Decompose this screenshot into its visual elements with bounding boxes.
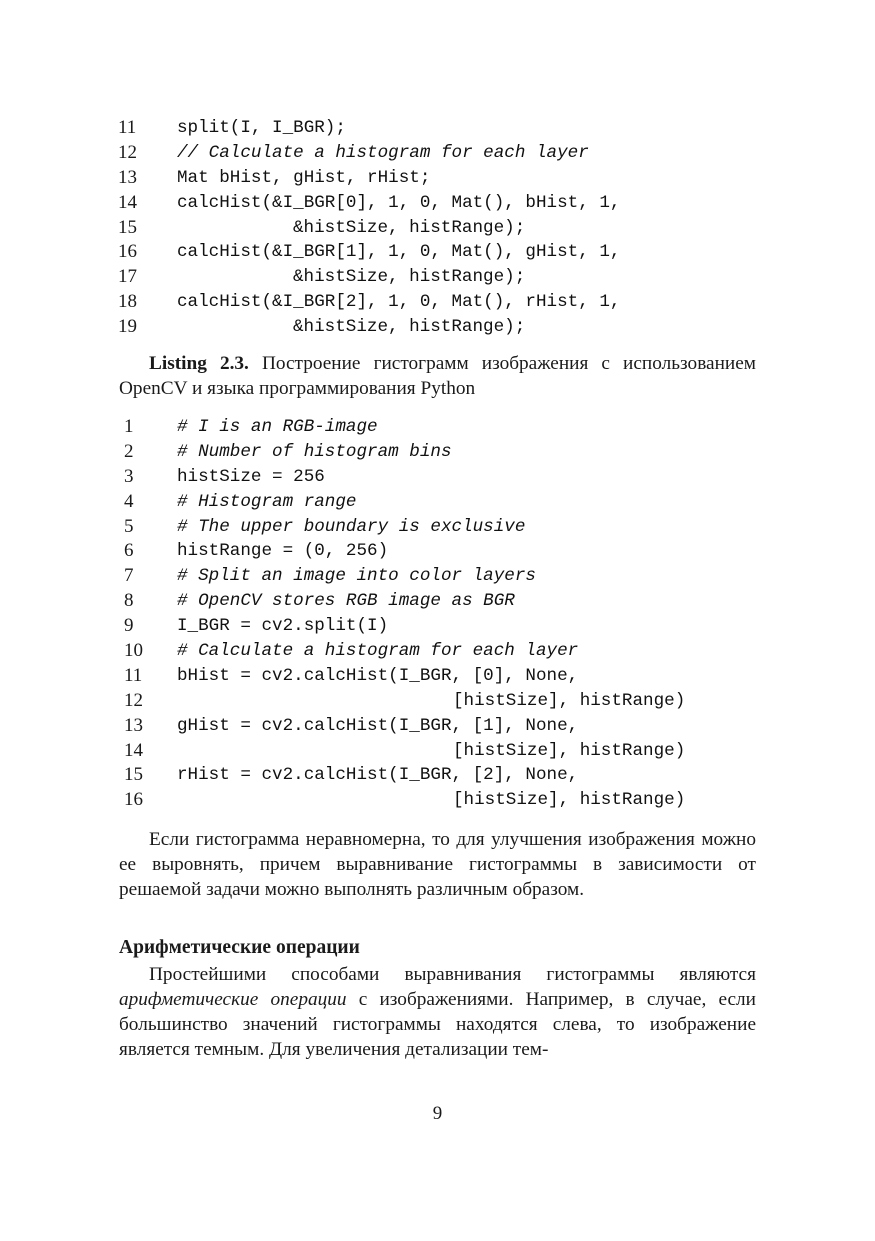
section-heading: Арифметические операции (119, 937, 360, 958)
code-line (0, 166, 875, 191)
code-line (0, 315, 875, 340)
code-comment: // Calculate a histogram for each layer (177, 142, 589, 163)
listing-caption (119, 351, 756, 401)
line-number: 19 (118, 316, 137, 338)
code-comment: # The upper boundary is exclusive (177, 516, 526, 537)
line-number: 12 (124, 689, 143, 711)
code-line (0, 116, 875, 141)
line-number: 16 (118, 241, 137, 263)
code-line (0, 216, 875, 241)
code-text: calcHist(&I_BGR[0], 1, 0, Mat(), bHist, 1, (177, 192, 621, 213)
listing-label: Listing 2.3. (149, 353, 249, 374)
code-comment: # OpenCV stores RGB image as BGR (177, 591, 515, 612)
paragraph-text: с изображениями. Например, в случае, если большинство значений гистограммы находятся слева, то изображение является темным. Для увеличения детализации тем- (119, 989, 756, 1061)
line-number: 7 (124, 565, 134, 587)
code-line (0, 589, 875, 614)
line-number: 17 (118, 266, 137, 288)
code-line (0, 664, 875, 689)
code-text: &histSize, histRange); (293, 317, 526, 338)
paragraph-text: Простейшими способами выравнивания гистограммы являются (149, 964, 756, 985)
line-number: 14 (118, 191, 137, 213)
code-text: rHist = cv2.calcHist(I_BGR, [2], None, (177, 765, 579, 786)
code-text: histRange = (0, 256) (177, 541, 389, 562)
code-listing-python (0, 415, 875, 813)
code-text: gHist = cv2.calcHist(I_BGR, [1], None, (177, 715, 579, 736)
code-text: Mat bHist, gHist, rHist; (177, 167, 431, 188)
line-number: 15 (118, 216, 137, 238)
code-line (0, 539, 875, 564)
body-paragraph: Если гистограмма неравномерна, то для улучшения изображения можно ее выровнять, причем выравнивание гистограммы в зависимости от решаемой задачи можно выполнять различным образом. (119, 829, 756, 901)
code-line (0, 763, 875, 788)
code-line (0, 290, 875, 315)
line-number: 4 (124, 490, 134, 512)
line-number: 3 (124, 465, 134, 487)
code-line (0, 639, 875, 664)
code-line (0, 564, 875, 589)
code-line (0, 141, 875, 166)
line-number: 6 (124, 540, 134, 562)
code-line (0, 515, 875, 540)
code-line (0, 739, 875, 764)
code-comment: # Calculate a histogram for each layer (177, 641, 579, 662)
code-text: calcHist(&I_BGR[2], 1, 0, Mat(), rHist, 1, (177, 292, 621, 313)
code-line (0, 191, 875, 216)
section-paragraph (119, 962, 756, 1062)
code-line (0, 415, 875, 440)
line-number: 10 (124, 640, 143, 662)
line-number: 13 (124, 714, 143, 736)
code-comment: # I is an RGB-image (177, 417, 378, 437)
code-text: &histSize, histRange); (293, 267, 526, 288)
code-comment: # Histogram range (177, 491, 357, 512)
code-text: bHist = cv2.calcHist(I_BGR, [0], None, (177, 665, 579, 686)
code-text: [histSize], histRange) (453, 690, 686, 711)
line-number: 2 (124, 440, 134, 462)
line-number: 18 (118, 291, 137, 313)
code-line (0, 240, 875, 265)
code-text: [histSize], histRange) (453, 740, 686, 761)
code-comment: # Split an image into color layers (177, 566, 536, 587)
line-number: 12 (118, 141, 137, 163)
line-number: 9 (124, 615, 134, 637)
line-number: 14 (124, 739, 143, 761)
code-comment: # Number of histogram bins (177, 441, 452, 462)
code-line (0, 490, 875, 515)
line-number: 16 (124, 789, 143, 811)
page-number: 9 (432, 1103, 443, 1124)
code-text: &histSize, histRange); (293, 217, 526, 238)
line-number: 13 (118, 166, 137, 188)
code-listing-cpp (0, 116, 875, 340)
code-line (0, 614, 875, 639)
code-text: [histSize], histRange) (453, 790, 686, 811)
code-line (0, 788, 875, 813)
line-number: 8 (124, 590, 134, 612)
emphasized-term: арифметические операции (119, 989, 347, 1011)
line-number: 1 (124, 416, 134, 437)
code-line (0, 465, 875, 490)
code-line (0, 714, 875, 739)
line-number: 11 (124, 664, 143, 686)
code-text: histSize = 256 (177, 466, 325, 487)
line-number: 11 (118, 117, 137, 138)
code-line (0, 689, 875, 714)
listing-caption-text: Построение гистограмм изображения с использованием OpenCV и языка программирования Python (119, 353, 757, 400)
line-number: 5 (124, 515, 134, 537)
line-number: 15 (124, 764, 143, 786)
code-line (0, 440, 875, 465)
code-line (0, 265, 875, 290)
code-text: split(I, I_BGR); (177, 118, 346, 138)
code-text: I_BGR = cv2.split(I) (177, 616, 389, 637)
code-text: calcHist(&I_BGR[1], 1, 0, Mat(), gHist, 1, (177, 242, 621, 263)
